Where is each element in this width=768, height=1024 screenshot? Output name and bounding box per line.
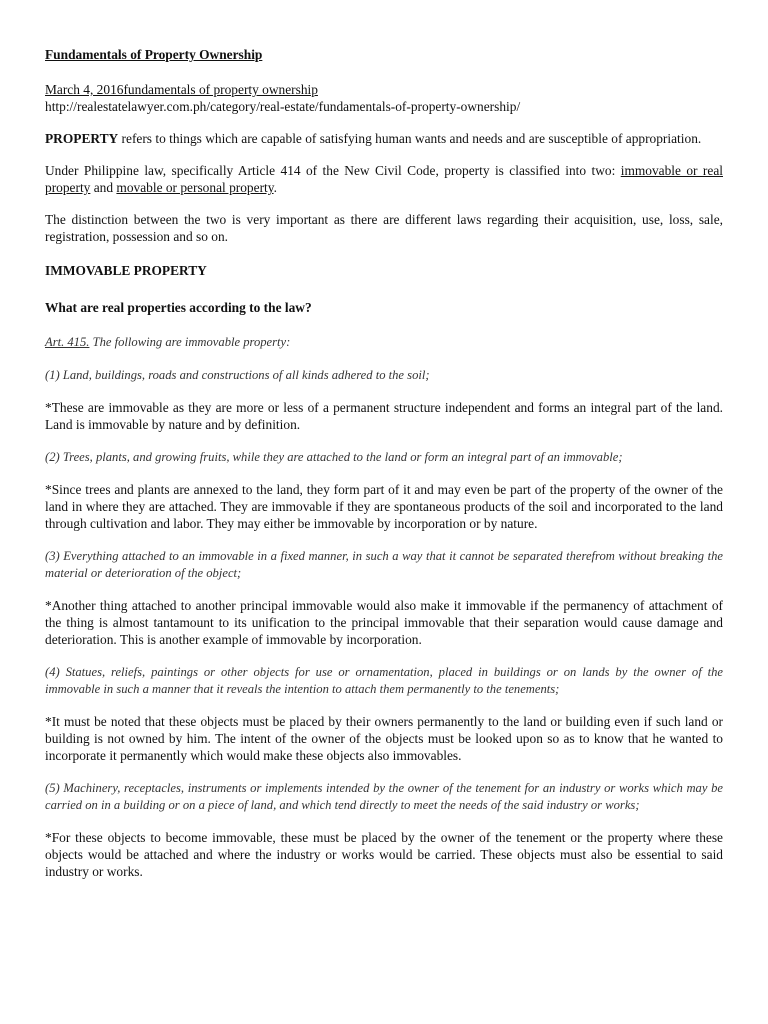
date-title-link[interactable]: March 4, 2016fundamentals of property ownership <box>45 82 318 97</box>
note-item-5: *For these objects to become immovable, these must be placed by the owner of the tenement or the property where these objects would be attached and where the industry or works would be carried. These objects must also be essential to said industry or works. <box>45 830 723 879</box>
note-item-4: *It must be noted that these objects must be placed by their owners permanently to the land or building even if such land or building is not owned by him. The intent of the owner of the objects must be looked upon so as to know that he wanted to incorporate it permanently which would make these objects also immovables. <box>45 714 723 763</box>
document-title: Fundamentals of Property Ownership <box>45 47 263 62</box>
source-meta <box>45 81 723 115</box>
document-page <box>45 40 723 880</box>
law-item-1: (1) Land, buildings, roads and constructions of all kinds adhered to the soil; <box>45 368 430 382</box>
note-item-2: *Since trees and plants are annexed to the land, they form part of it and may even be part of the property of the owner of the land in where they are attached. They are immovable if they are spontaneous products of the soil and incorporated to the land through cultivation and labor. They may either be immovable by incorporation or by nature. <box>45 482 723 531</box>
classification-end: . <box>273 180 277 195</box>
article-intro <box>45 334 723 351</box>
law-item-5: (5) Machinery, receptacles, instruments or implements intended by the owner of the tenement for an industry or works which may be carried on in a building or on a piece of land, and which tend directly to meet the needs of the said industry or works; <box>45 781 723 812</box>
article-reference: Art. 415. <box>45 335 90 349</box>
question-heading: What are real properties according to the law? <box>45 300 312 315</box>
section-heading: IMMOVABLE PROPERTY <box>45 263 207 278</box>
classification-paragraph <box>45 162 723 196</box>
immovable-property-term: immovable or real property <box>45 163 723 195</box>
distinction-paragraph: The distinction between the two is very important as there are different laws regarding their acquisition, use, loss, sale, registration, possession and so on. <box>45 212 723 244</box>
law-item-3: (3) Everything attached to an immovable in a fixed manner, in such a way that it cannot be separated therefrom without breaking the material or deterioration of the object; <box>45 549 723 580</box>
note-item-1: *These are immovable as they are more or less of a permanent structure independent and forms an integral part of the land. Land is immovable by nature and by definition. <box>45 400 723 432</box>
note-item-3: *Another thing attached to another principal immovable would also make it immovable if the permanency of attachment of the thing is almost tantamount to its unification to the principal immovable that their separation would cause damage and deterioration. This is another example of immovable by incorporation. <box>45 598 723 647</box>
classification-lead: Under Philippine law, specifically Article 414 of the New Civil Code, property is classified into two: <box>45 163 621 178</box>
article-intro-text: The following are immovable property: <box>89 335 291 349</box>
law-item-2: (2) Trees, plants, and growing fruits, while they are attached to the land or form an integral part of an immovable; <box>45 450 623 464</box>
movable-property-term: movable or personal property <box>116 180 274 195</box>
property-term: PROPERTY <box>45 131 119 146</box>
law-item-4: (4) Statues, reliefs, paintings or other objects for use or ornamentation, placed in buildings or on lands by the owner of the immovable in such a manner that it reveals the intention to attach them permanently to the tenements; <box>45 665 723 696</box>
classification-and: and <box>90 180 117 195</box>
definition-text: refers to things which are capable of satisfying human wants and needs and are susceptible of appropriation. <box>118 131 702 146</box>
definition-paragraph <box>45 130 723 147</box>
source-url: http://realestatelawyer.com.ph/category/real-estate/fundamentals-of-property-ownership/ <box>45 99 521 114</box>
